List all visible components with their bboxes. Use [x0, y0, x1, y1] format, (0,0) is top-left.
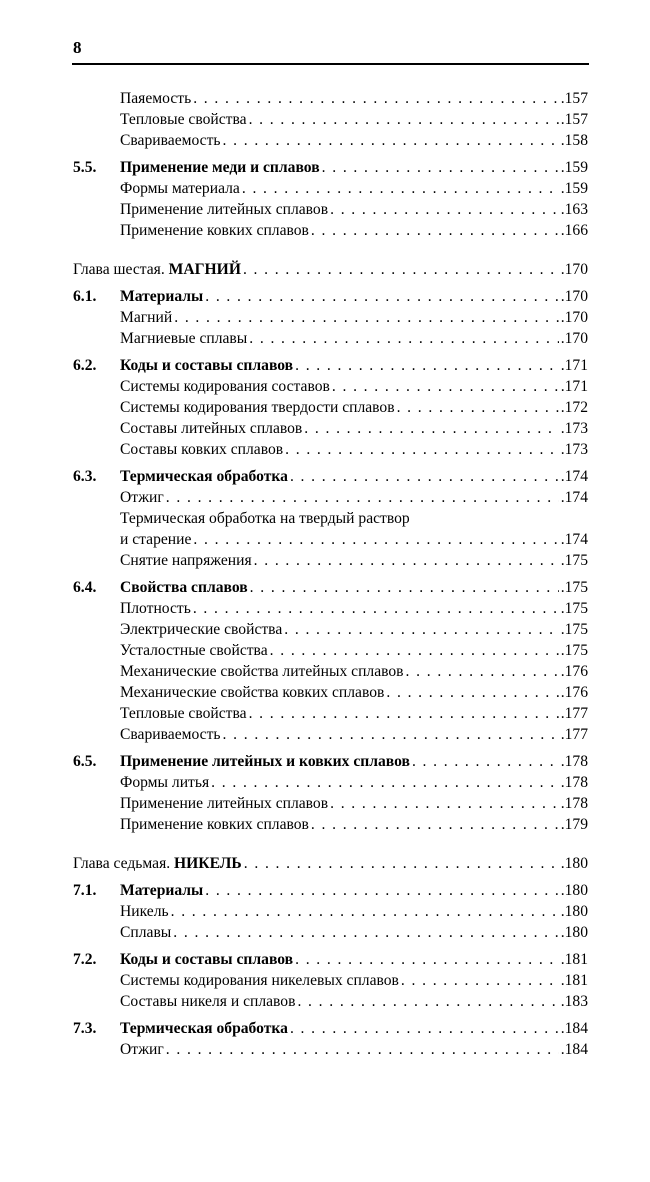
toc-entry: Тепловые свойства . . . .157 — [120, 109, 588, 130]
toc-section: Термическая обработка . . . .174 — [120, 466, 588, 487]
toc-entry: Системы кодирования составов . . . .171 — [120, 376, 588, 397]
toc-section: Коды и составы сплавов . . . .171 — [120, 355, 588, 376]
toc-entry: Механические свойства литейных сплавов . . . .176 — [120, 661, 588, 682]
toc-entry: Отжиг . . . .184 — [120, 1039, 588, 1060]
section-number: 7.3. — [73, 1020, 97, 1037]
toc-entry-line: Термическая обработка на твердый раствор — [120, 510, 410, 527]
section-number: 7.2. — [73, 951, 97, 968]
section-number: 6.2. — [73, 357, 97, 374]
toc-chapter: Глава шестая. МАГНИЙ . . . .170 — [73, 259, 588, 280]
toc-entry: Составы ковких сплавов . . . .173 — [120, 439, 588, 460]
section-number: 6.4. — [73, 579, 97, 596]
section-number: 6.5. — [73, 753, 97, 770]
section-number: 5.5. — [73, 159, 97, 176]
toc-entry: Системы кодирования твердости сплавов . . . .172 — [120, 397, 588, 418]
toc-entry: Свариваемость . . . .158 — [120, 130, 588, 151]
toc-entry: Применение ковких сплавов . . . .179 — [120, 814, 588, 835]
toc-entry: Усталостные свойства . . . .175 — [120, 640, 588, 661]
toc-entry: и старение . . . .174 — [120, 529, 588, 550]
toc-section: Материалы . . . .170 — [120, 286, 588, 307]
toc-entry: Свариваемость . . . .177 — [120, 724, 588, 745]
toc-section: Применение меди и сплавов . . . .159 — [120, 157, 588, 178]
toc-entry: Электрические свойства . . . .175 — [120, 619, 588, 640]
toc-section: Применение литейных и ковких сплавов . . . .178 — [120, 751, 588, 772]
toc-entry: Применение литейных сплавов . . . .163 — [120, 199, 588, 220]
toc-entry: Сплавы . . . .180 — [120, 922, 588, 943]
toc-section: Материалы . . . .180 — [120, 880, 588, 901]
toc-section: Свойства сплавов . . . .175 — [120, 577, 588, 598]
toc-entry: Магний . . . .170 — [120, 307, 588, 328]
toc-entry: Паяемость . . . .157 — [120, 88, 588, 109]
toc-entry: Тепловые свойства . . . .177 — [120, 703, 588, 724]
section-number: 6.3. — [73, 468, 97, 485]
toc-chapter: Глава седьмая. НИКЕЛЬ . . . .180 — [73, 853, 588, 874]
toc-section: Коды и составы сплавов . . . .181 — [120, 949, 588, 970]
toc-entry: Снятие напряжения . . . .175 — [120, 550, 588, 571]
toc-entry: Применение литейных сплавов . . . .178 — [120, 793, 588, 814]
page-number: 8 — [73, 38, 82, 57]
toc-entry: Механические свойства ковких сплавов . . . .176 — [120, 682, 588, 703]
toc-section: Термическая обработка . . . .184 — [120, 1018, 588, 1039]
toc-entry: Системы кодирования никелевых сплавов . . . .181 — [120, 970, 588, 991]
toc-entry: Применение ковких сплавов . . . .166 — [120, 220, 588, 241]
header-rule — [72, 63, 589, 65]
toc-entry: Формы материала . . . .159 — [120, 178, 588, 199]
toc-entry: Составы никеля и сплавов . . . .183 — [120, 991, 588, 1012]
toc-entry: Никель . . . .180 — [120, 901, 588, 922]
section-number: 6.1. — [73, 288, 97, 305]
toc-entry: Отжиг . . . .174 — [120, 487, 588, 508]
toc-entry: Формы литья . . . .178 — [120, 772, 588, 793]
toc-entry: Составы литейных сплавов . . . .173 — [120, 418, 588, 439]
toc-entry: Магниевые сплавы . . . .170 — [120, 328, 588, 349]
toc-entry: Плотность . . . .175 — [120, 598, 588, 619]
section-number: 7.1. — [73, 882, 97, 899]
